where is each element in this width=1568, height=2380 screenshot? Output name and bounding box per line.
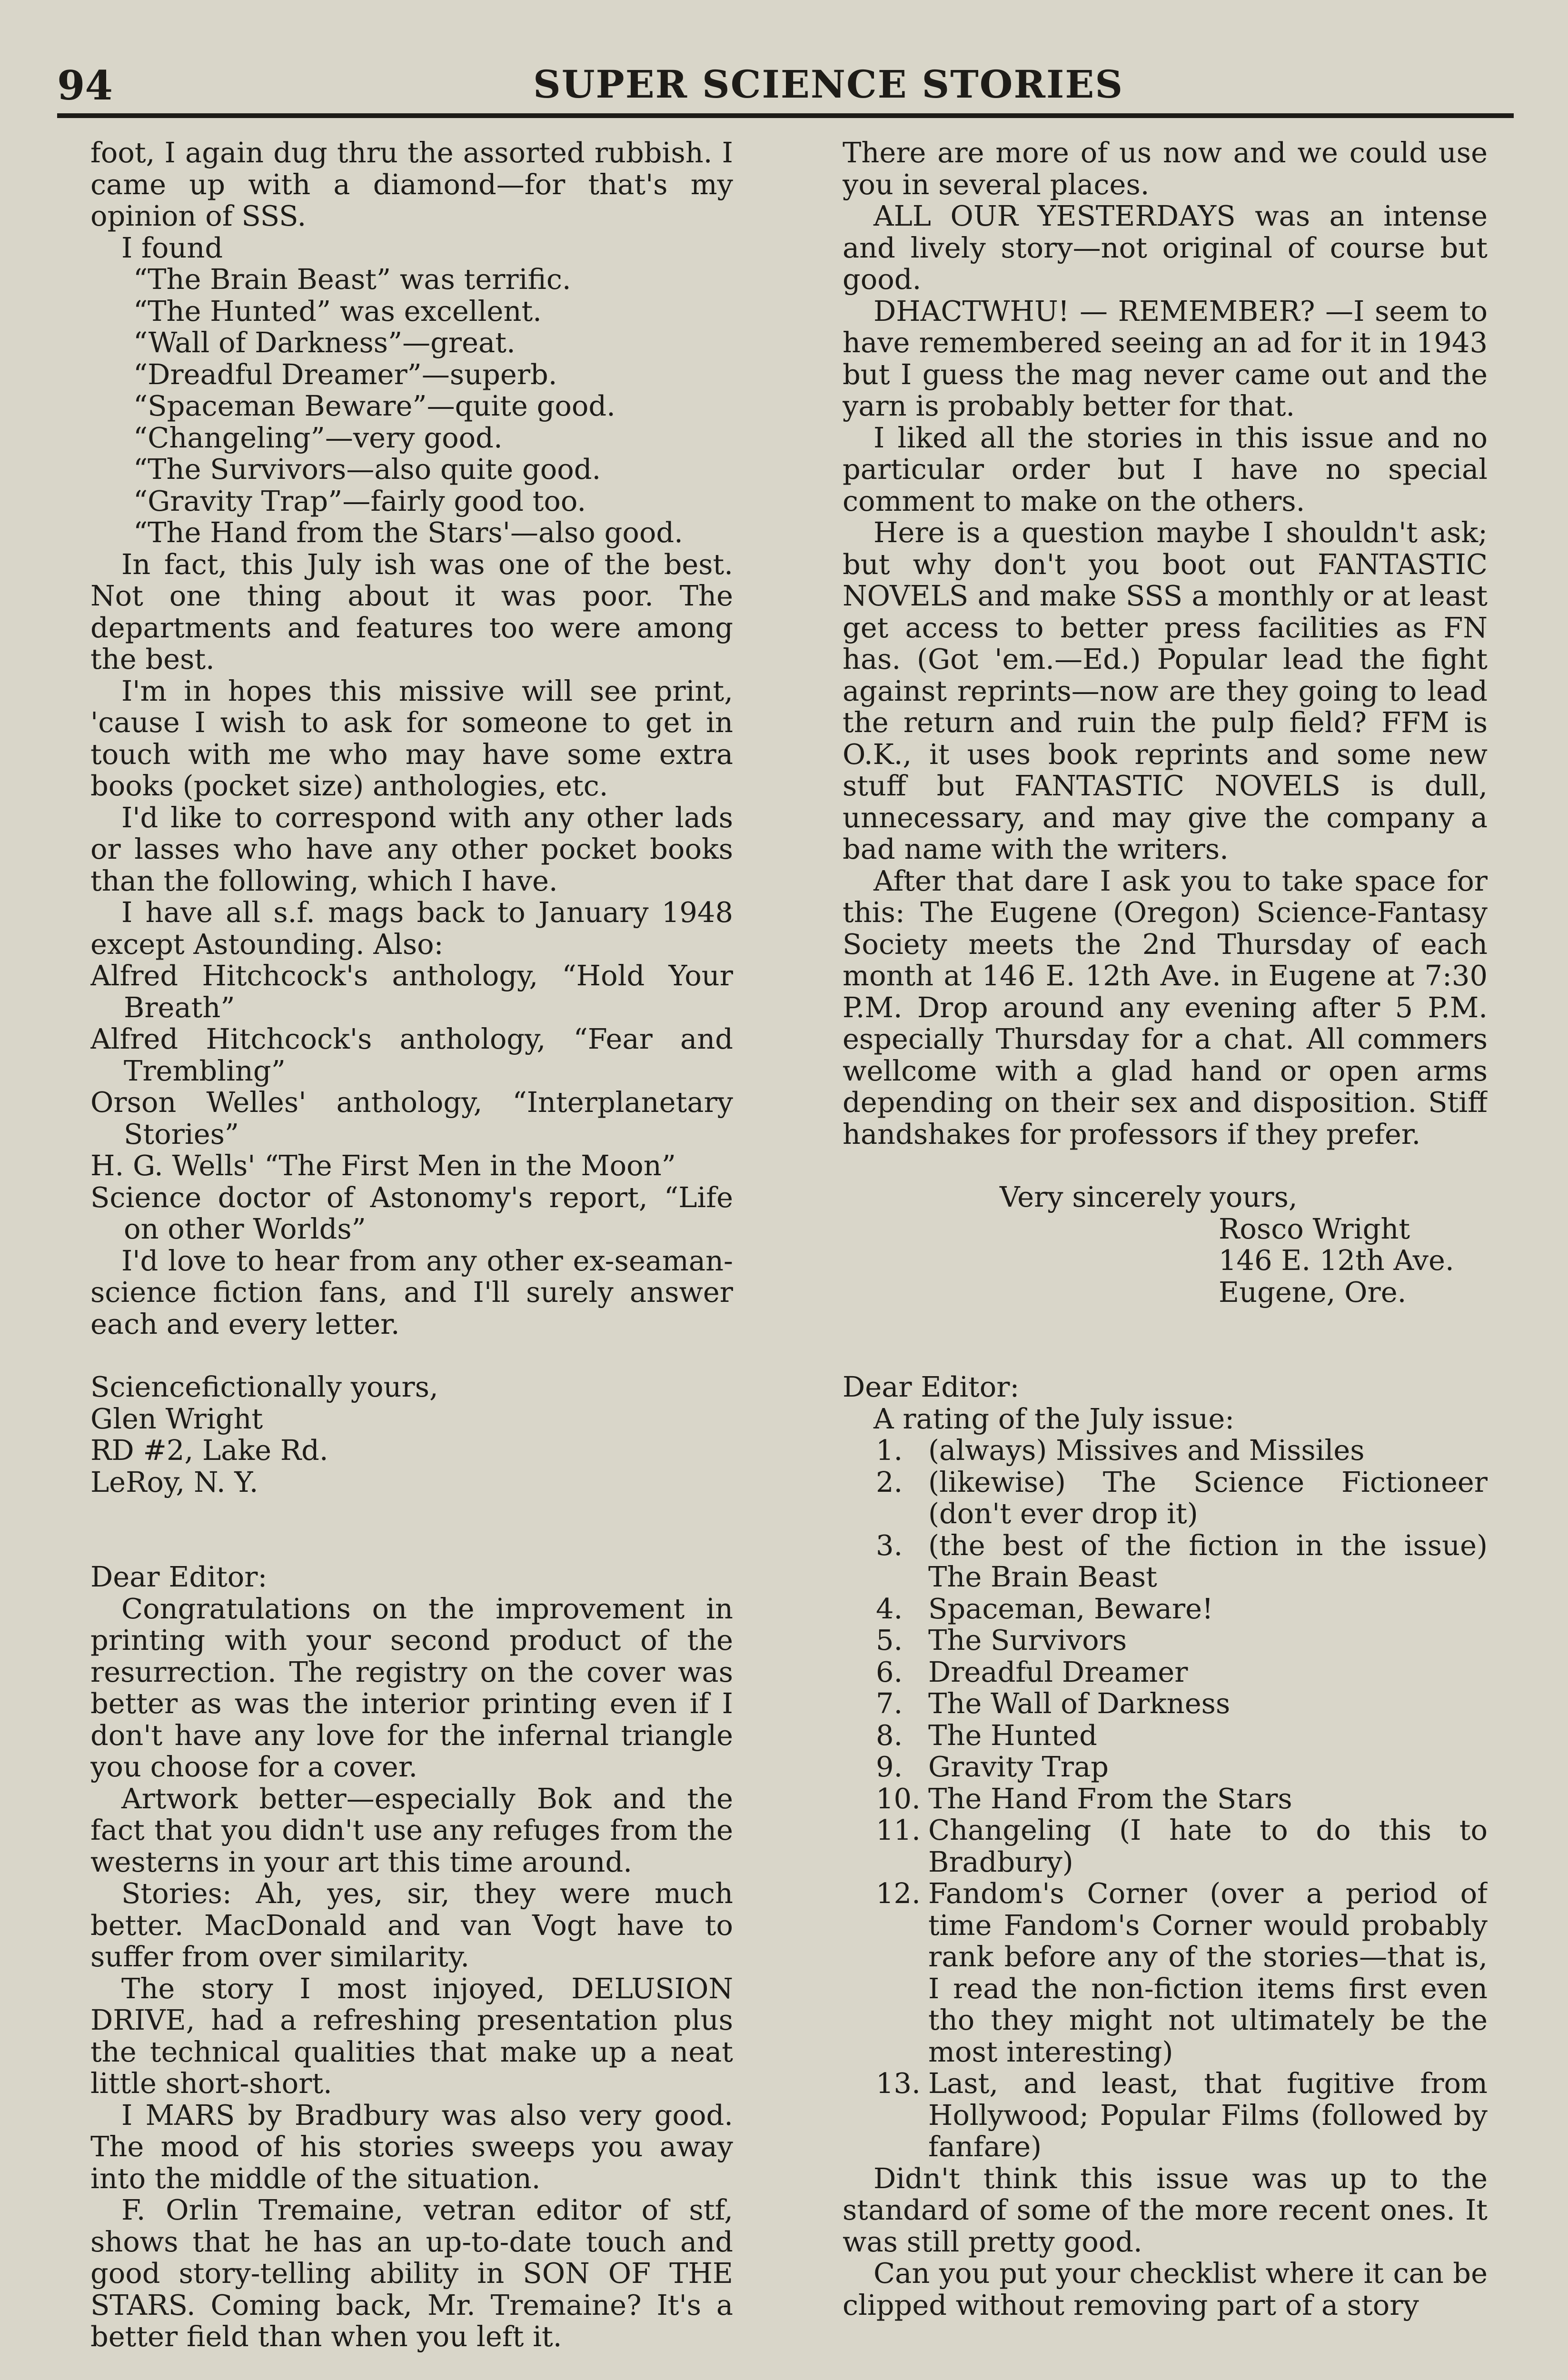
left-column: [90, 137, 733, 2380]
paragraph: I liked all the stories in this issue and no particular order but I have no special comment to make on the others.: [843, 421, 1488, 517]
books-list: [90, 960, 733, 1245]
paragraph: Stories: Ah, yes, sir, they were much better. MacDonald and van Vogt have to suffer from over similarity.: [90, 1877, 733, 1973]
list-item: H. G. Wells' “The First Men in the Moon”: [90, 1149, 676, 1182]
list-item: Alfred Hitchcock's anthology, “Hold Your Breath”: [90, 959, 733, 1024]
list-item: 10. The Hand From the Stars: [876, 1782, 1292, 1815]
paragraph: Didn't think this issue was up to the standard of some of the more recent ones. It was still pretty good.: [843, 2162, 1488, 2258]
signature-line: Rosco Wright: [1219, 1212, 1410, 1245]
list-item: “Gravity Trap”—fairly good too.: [133, 484, 586, 517]
list-item: “The Brain Beast” was terrific.: [133, 263, 571, 296]
list-item: Alfred Hitchcock's anthology, “Fear and Trembling”: [90, 1022, 733, 1087]
signature-close: Very sincerely yours,: [1000, 1180, 1298, 1213]
list-item: 2. (likewise) The Science Fictioneer (don't ever drop it): [876, 1465, 1488, 1530]
list-item: 6. Dreadful Dreamer: [876, 1655, 1188, 1688]
list-item: Science doctor of Astonomy's report, “Life on other Worlds”: [90, 1180, 733, 1245]
signature-close: Sciencefictionally yours,: [90, 1370, 438, 1403]
paragraph: I'm in hopes this missive will see print, 'cause I wish to ask for someone to get in touch with me who may have some extra books (pocket size) anthologies, etc.: [90, 674, 733, 802]
list-item: 1. (always) Missives and Missiles: [876, 1434, 1365, 1467]
list-item: 12. Fandom's Corner (over a period of time Fandom's Corner would probably rank before any of the stories—that is, I read the non-fiction items first even tho they might not ultimately be the most interesting): [876, 1877, 1488, 2068]
paragraph: A rating of the July issue:: [873, 1402, 1235, 1435]
page-header: [57, 57, 1514, 114]
signature-line: RD #2, Lake Rd.: [90, 1434, 328, 1467]
page-number: 94: [57, 62, 113, 109]
paragraph: I have all s.f. mags back to January 1948 except Astounding. Also:: [90, 896, 733, 961]
paragraph: ALL OUR YESTERDAYS was an intense and lively story—not original of course but good.: [843, 199, 1488, 296]
paragraph: Can you put your checklist where it can be clipped without removing part of a story: [843, 2257, 1488, 2321]
paragraph: The story I most injoyed, DELUSION DRIVE, had a refreshing presentation plus the technical qualities that make up a neat little short-short.: [90, 1972, 733, 2100]
list-item: 7. The Wall of Darkness: [876, 1687, 1231, 1720]
right-column: [843, 137, 1488, 2380]
signature-line: Eugene, Ore.: [1219, 1275, 1407, 1309]
list-item: “Spaceman Beware”—quite good.: [133, 389, 615, 422]
paragraph: I'd like to correspond with any other lads or lasses who have any other pocket books than the following, which I have.: [90, 801, 733, 897]
header-rule: [57, 113, 1514, 118]
running-title: SUPER SCIENCE STORIES: [533, 62, 1124, 107]
list-item: “Changeling”—very good.: [133, 421, 503, 454]
list-item: 5. The Survivors: [876, 1624, 1127, 1656]
paragraph: Here is a question maybe I shouldn't ask; but why don't you boot out FANTASTIC NOVELS and make SSS a monthly or at least get access to better press facilities as FN has. (Got 'em.—Ed.) Popular lead the fight against reprints—now are they going to lead the return and ruin the pulp field? FFM is O.K., it uses book reprints and some new stuff but FANTASTIC NOVELS is dull, unnecessary, and may give the company a bad name with the writers.: [843, 516, 1488, 865]
list-item: “Dreadful Dreamer”—superb.: [133, 357, 557, 391]
paragraph: Congratulations on the improvement in printing with your second product of the resurrection. The registry on the cover was better as was the interior printing even if I don't have any love for the infernal triangle you choose for a cover.: [90, 1592, 733, 1783]
list-item: “Wall of Darkness”—great.: [133, 326, 516, 359]
paragraph: In fact, this July ish was one of the best. Not one thing about it was poor. The departments and features too were among the best.: [90, 547, 733, 675]
list-item: Orson Welles' anthology, “Interplanetary Stories”: [90, 1086, 733, 1150]
list-item: 13. Last, and least, that fugitive from Hollywood; Popular Films (followed by fanfare): [876, 2067, 1488, 2163]
paragraph: Artwork better—especially Bok and the fact that you didn't use any refuges from the westerns in your art this time around.: [90, 1782, 733, 1878]
salutation: Dear Editor:: [90, 1560, 268, 1593]
list-item: “The Survivors—also quite good.: [133, 453, 601, 486]
paragraph: DHACTWHU! — REMEMBER? —I seem to have remembered seeing an ad for it in 1943 but I guess the mag never came out and the yarn is probably better for that.: [843, 294, 1488, 422]
paragraph: F. Orlin Tremaine, vetran editor of stf, shows that he has an up-to-date touch and good story-telling ability in SON OF THE STARS. Coming back, Mr. Tremaine? It's a better field than when you left it.: [90, 2193, 733, 2353]
paragraph: After that dare I ask you to take space for this: The Eugene (Oregon) Science-Fantasy Society meets the 2nd Thursday of each month at 146 E. 12th Ave. in Eugene at 7:30 P.M. Drop around any evening after 5 P.M. especially Thursday for a chat. All commers wellcome with a glad hand or open arms depending on their sex and disposition. Stiff handshakes for professors if they prefer.: [843, 864, 1488, 1150]
paragraph: I'd love to hear from any other ex-seaman-science fiction fans, and I'll surely answer each and every letter.: [90, 1244, 733, 1340]
rating-list: [876, 1435, 1488, 2163]
list-item: 8. The Hunted: [876, 1718, 1097, 1752]
list-item: 4. Spaceman, Beware!: [876, 1592, 1213, 1625]
paragraph: I MARS by Bradbury was also very good. The mood of his stories sweeps you away into the middle of the situation.: [90, 2098, 733, 2195]
signature-line: LeRoy, N. Y.: [90, 1465, 258, 1498]
list-item: 3. (the best of the fiction in the issue) The Brain Beast: [876, 1528, 1488, 1593]
story-ratings-list: [133, 264, 733, 549]
list-item: 9. Gravity Trap: [876, 1750, 1109, 1783]
list-item: 11. Changeling (I hate to do this to Bradbury): [876, 1814, 1488, 1878]
salutation: Dear Editor:: [843, 1370, 1020, 1403]
paragraph: I found: [121, 231, 223, 264]
paragraph: There are more of us now and we could use you in several places.: [843, 137, 1488, 201]
list-item: “The Hand from the Stars'—also good.: [133, 516, 683, 549]
signature-line: Glen Wright: [90, 1402, 263, 1435]
paragraph: foot, I again dug thru the assorted rubbish. I came up with a diamond—for that's my opinion of SSS.: [90, 137, 733, 232]
list-item: “The Hunted” was excellent.: [133, 294, 542, 327]
signature-line: 146 E. 12th Ave.: [1219, 1244, 1454, 1277]
